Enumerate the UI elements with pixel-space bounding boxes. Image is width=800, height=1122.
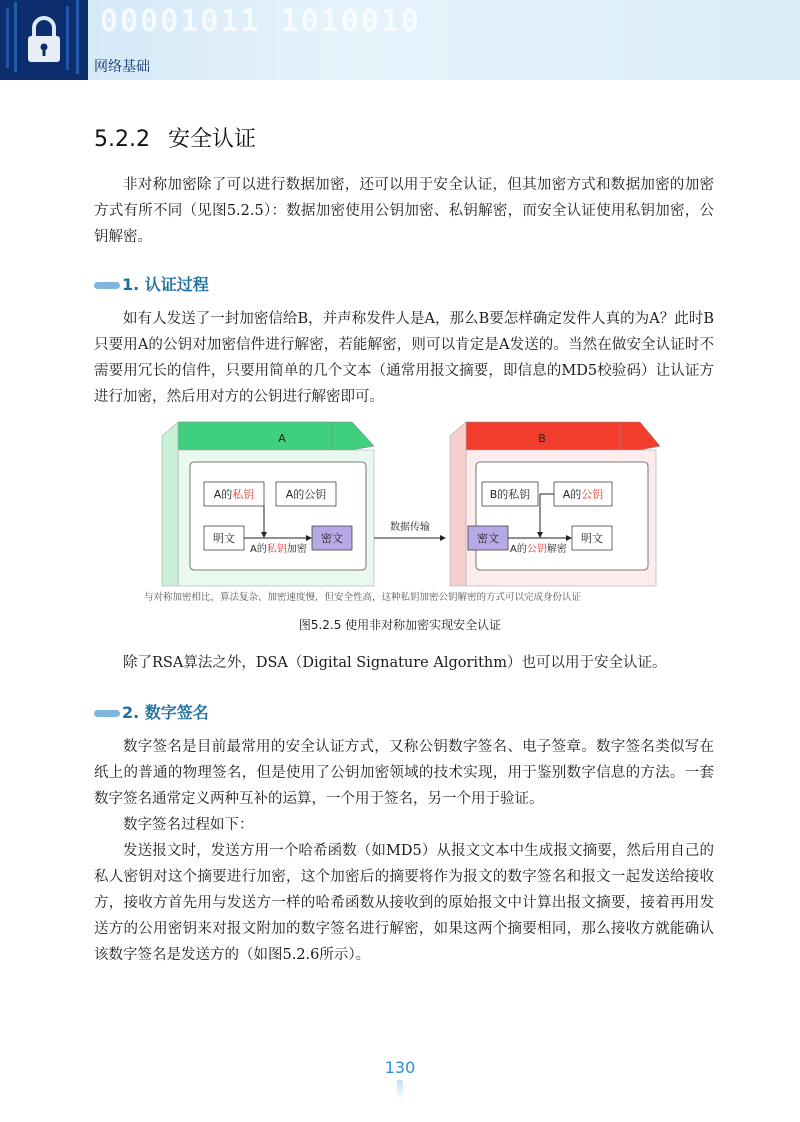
- plaintext-label-b: 明文: [581, 532, 603, 545]
- svg-text:A的私钥加密: [250, 542, 307, 555]
- subheading-bar: [94, 282, 120, 289]
- section-heading: [94, 122, 256, 153]
- subheading-signature: [94, 700, 209, 723]
- rsa-paragraph: 除了RSA算法之外，DSA（Digital Signature Algorithm）也可以用于安全认证。: [123, 655, 667, 671]
- section-title: 安全认证: [167, 127, 256, 152]
- b-private-key: B的私钥: [489, 488, 531, 501]
- subheading-signature-title: 2. 数字签名: [122, 703, 209, 722]
- encrypt-prefix: A的: [250, 544, 267, 555]
- receiver-b-box: [450, 422, 660, 586]
- page-header: [0, 0, 800, 80]
- b-public-highlight: 公钥: [581, 488, 604, 501]
- a-private-key-prefix: A的: [213, 488, 233, 501]
- transmit-label: 数据传输: [390, 522, 430, 533]
- a-public-key: A的公钥: [285, 488, 327, 501]
- authentication-figure: [142, 418, 662, 606]
- svg-text:A的公钥: [563, 488, 604, 501]
- page-number: 130: [384, 1058, 416, 1077]
- figure-note: 与对称加密相比，算法复杂、加密速度慢，但安全性高，这种私钥加密公钥解密的方式可以完成身份认证: [144, 592, 582, 603]
- plaintext-label-a: 明文: [213, 532, 235, 545]
- ciphertext-label-a: 密文: [321, 532, 343, 545]
- subheading-authentication: [94, 272, 209, 295]
- svg-text:A的公钥解密: [510, 542, 567, 555]
- subheading-bar: [94, 710, 120, 717]
- decrypt-prefix: A的: [510, 544, 527, 555]
- page-number-decoration: [397, 1080, 403, 1100]
- chapter-title: 网络基础: [94, 59, 150, 75]
- signature-paragraph-1: 数字签名是目前最常用的安全认证方式，又称公钥数字签名、电子签章。数字签名类似写在纸上的普通的物理签名，但是使用了公钥加密领域的技术实现，用于鉴别数字信息的方法。一套数字签名通常定义两种互补的运算，一个用于签名，另一个用于验证。: [94, 739, 714, 807]
- decrypt-suffix: 解密: [546, 544, 567, 555]
- figure-caption: 图5.2.5 使用非对称加密实现安全认证: [298, 618, 502, 632]
- signature-paragraph-2: 数字签名过程如下：: [123, 817, 254, 833]
- binary-watermark: 00001011 1010010: [100, 4, 421, 39]
- lock-icon: [0, 0, 88, 80]
- subheading-authentication-title: 1. 认证过程: [122, 275, 209, 294]
- b-public-prefix: A的: [562, 488, 582, 501]
- svg-text:A的私钥: [214, 488, 255, 501]
- ciphertext-label-b: 密文: [477, 532, 499, 545]
- transmission-arrow: [374, 520, 446, 541]
- decrypt-highlight: 公钥: [526, 544, 547, 555]
- authentication-paragraph: 如有人发送了一封加密信给B，并声称发件人是A，那么B要怎样确定发件人真的为A？此时B只要用A的公钥对加密信件进行解密，若能解密，则可以肯定是A发送的。当然在做安全认证时不需要用冗长的信件，只要用简单的几个文本（通常用报文摘要，即信息的MD5校验码）让认证方进行加密，然后用对方的公钥进行解密即可。: [94, 311, 714, 405]
- signature-paragraph-3: 发送报文时，发送方用一个哈希函数（如MD5）从报文文本中生成报文摘要，然后用自己的私人密钥对这个摘要进行加密，这个加密后的摘要将作为报文的数字签名和报文一起发送给接收方，接收方首先用与发送方一样的哈希函数从接收到的原始报文中计算出报文摘要，接着再用发送方的公用密钥来对报文附加的数字签名进行解密，如果这两个摘要相同，那么接收方就能确认该数字签名是发送方的（如图5.2.6所示）。: [94, 843, 714, 963]
- sender-label: A: [278, 432, 286, 445]
- a-private-key-highlight: 私钥: [232, 488, 255, 501]
- section-number: 5.2.2: [94, 127, 150, 152]
- receiver-label: B: [538, 432, 546, 445]
- sender-a-box: [144, 422, 374, 586]
- encrypt-suffix: 加密: [286, 544, 307, 555]
- encrypt-highlight: 私钥: [266, 544, 287, 555]
- intro-paragraph: 非对称加密除了可以进行数据加密，还可以用于安全认证，但其加密方式和数据加密的加密方式有所不同（见图5.2.5）：数据加密使用公钥加密、私钥解密，而安全认证使用私钥加密，公钥解密。: [94, 177, 714, 245]
